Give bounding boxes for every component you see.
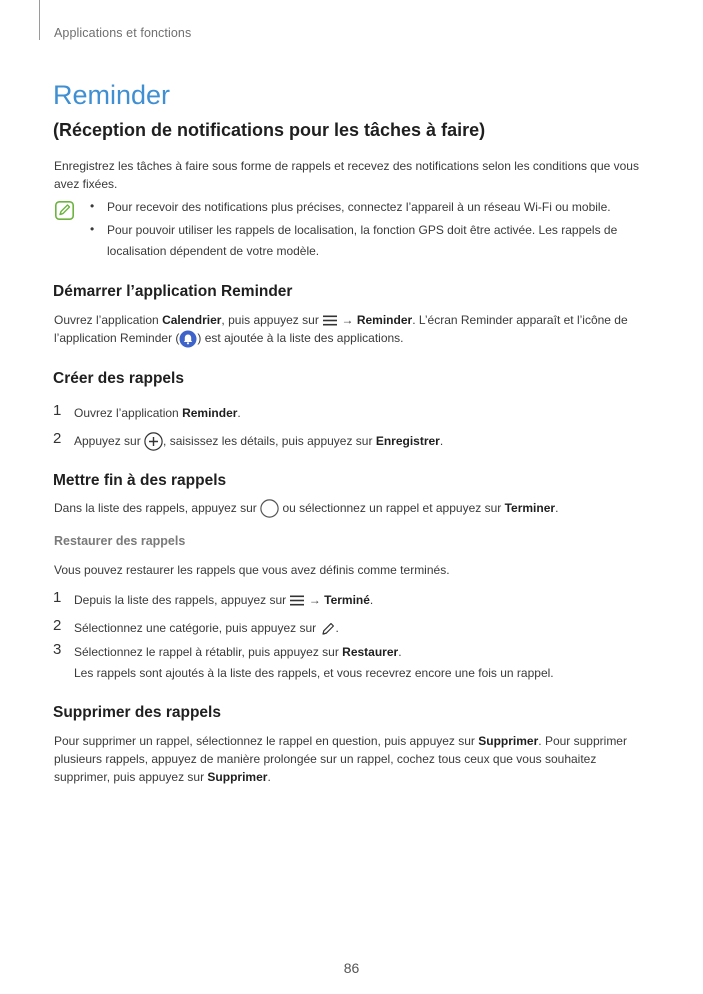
- page-subtitle: (Réception de notifications pour les tâches à faire): [53, 120, 486, 140]
- text: Ouvrez l’application: [74, 406, 183, 420]
- text: . L’écran Reminder apparaît et l’icône de l’application Reminder (: [54, 313, 628, 345]
- menu-icon: [289, 594, 305, 607]
- section-heading-create: Créer des rappels: [53, 370, 184, 387]
- text: .: [555, 501, 559, 515]
- create-step-2: [74, 432, 646, 451]
- step-number: 1: [53, 589, 62, 606]
- restore-label: Restaurer: [342, 645, 399, 659]
- section-heading-delete: Supprimer des rappels: [53, 704, 221, 721]
- page-number: 86: [343, 960, 360, 976]
- arrow-text: →: [305, 593, 325, 607]
- note-item: Pour recevoir des notifications plus précises, connectez l’appareil à un réseau Wi-Fi ou mobile.: [107, 200, 611, 214]
- text: Pour supprimer un rappel, sélectionnez le rappel en question, puis appuyez sur: [54, 734, 479, 748]
- intro-paragraph: Enregistrez les tâches à faire sous forme de rappels et recevez des notifications selon les conditions que vous avez fixées.: [54, 159, 639, 191]
- delete-label: Supprimer: [478, 734, 539, 748]
- text: .: [439, 434, 444, 448]
- text: , saisissez les détails, puis appuyez sur: [163, 434, 376, 448]
- section-heading-start: Démarrer l’application Reminder: [53, 283, 293, 300]
- note-bullet: •: [90, 222, 95, 236]
- restore-step-3: [74, 643, 646, 682]
- text: .: [237, 406, 241, 420]
- text: Ouvrez l’application: [54, 313, 163, 327]
- chapter-title: Applications et fonctions: [54, 26, 192, 40]
- text: Depuis la liste des rappels, appuyez sur: [74, 593, 290, 607]
- step-number: 2: [53, 617, 62, 634]
- create-step-1: [74, 404, 646, 422]
- restore-intro: Vous pouvez restaurer les rappels que vous avez définis comme terminés.: [54, 563, 450, 577]
- add-icon: [144, 432, 163, 451]
- text: Dans la liste des rappels, appuyez sur: [54, 501, 261, 515]
- delete-paragraph: [54, 732, 646, 786]
- header-divider: [39, 0, 40, 40]
- circle-icon: [260, 499, 279, 518]
- menu-icon: [322, 314, 338, 327]
- delete-label: Supprimer: [207, 770, 268, 784]
- calendar-app-label: Calendrier: [162, 313, 222, 327]
- text: Sélectionnez une catégorie, puis appuyez sur: [74, 621, 320, 635]
- reminder-label: Reminder: [356, 313, 413, 327]
- step-number: 3: [53, 641, 62, 658]
- text: Sélectionnez le rappel à rétablir, puis appuyez sur: [74, 645, 343, 659]
- reminder-label: Reminder: [182, 406, 238, 420]
- text: .: [398, 645, 402, 659]
- text: .: [369, 593, 374, 607]
- finish-paragraph: [54, 499, 646, 518]
- note-icon: [55, 201, 74, 220]
- text: ) est ajoutée à la liste des applications.: [197, 331, 404, 345]
- reminder-app-icon: [179, 330, 197, 348]
- text: .: [335, 621, 339, 635]
- note-bullet: •: [90, 199, 95, 213]
- note-item: Pour pouvoir utiliser les rappels de localisation, la fonction GPS doit être activée. Les rappels de localisation dépendent de votre modèle.: [107, 223, 618, 258]
- text: .: [267, 770, 271, 784]
- restore-step-2: [74, 619, 646, 637]
- text: ou sélectionnez un rappel et appuyez sur: [279, 501, 505, 515]
- restore-step-3-detail: Les rappels sont ajoutés à la liste des rappels, et vous recevrez encore une fois un rappel.: [74, 666, 554, 680]
- restore-step-1: [74, 591, 646, 609]
- arrow-text: →: [338, 313, 357, 327]
- edit-pencil-icon: [320, 621, 336, 637]
- save-label: Enregistrer: [375, 434, 440, 448]
- completed-label: Terminé: [324, 593, 370, 607]
- page-title: Reminder: [53, 80, 171, 110]
- text: , puis appuyez sur: [221, 313, 323, 327]
- subsection-heading-restore: Restaurer des rappels: [54, 534, 186, 548]
- step-number: 1: [53, 402, 62, 419]
- text: Appuyez sur: [74, 434, 145, 448]
- section-heading-finish: Mettre fin à des rappels: [53, 472, 227, 489]
- step-number: 2: [53, 430, 62, 447]
- start-paragraph: [54, 311, 646, 348]
- text: . Pour supprimer plusieurs rappels, appuyez de manière prolongée sur un rappel, cochez tous ceux que vous souhaitez supprimer, puis appuyez sur: [54, 734, 627, 784]
- finish-label: Terminer: [504, 501, 556, 515]
